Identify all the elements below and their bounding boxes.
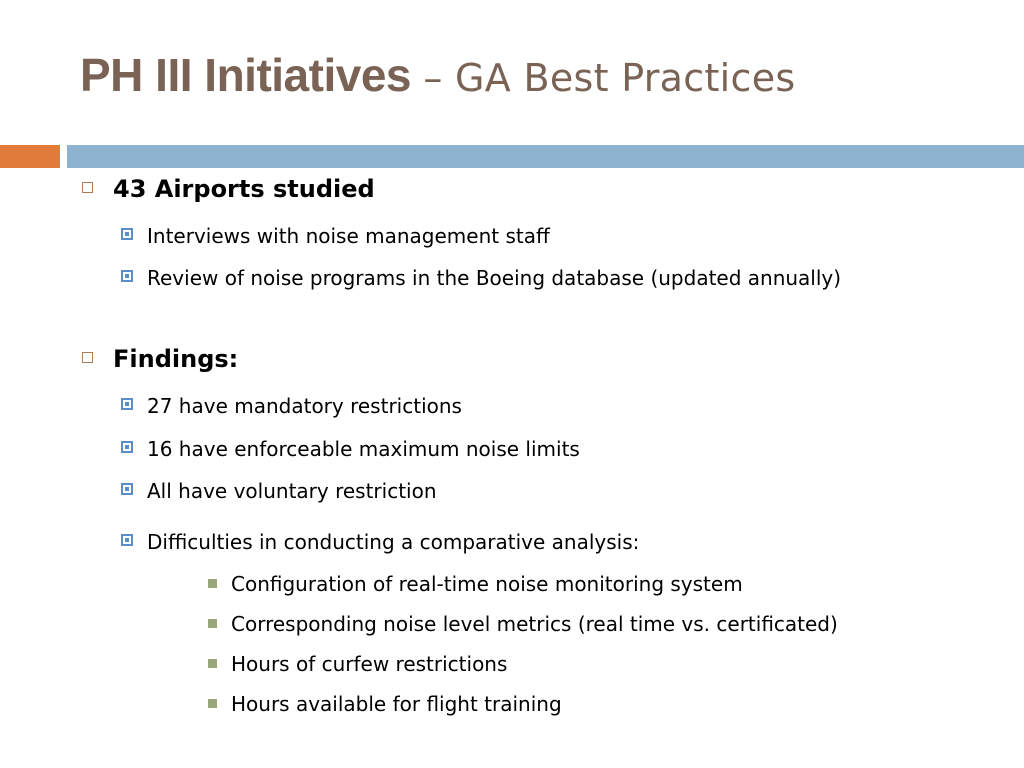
detail-bullet-text: Hours of curfew restrictions (231, 652, 508, 676)
filled-square-bullet-icon (208, 619, 217, 628)
accent-bar-blue (67, 145, 1024, 168)
boxed-square-bullet-icon (121, 228, 133, 240)
sub-bullet-boeing-review (121, 268, 841, 288)
sub-bullet-text: Interviews with noise management staff (147, 224, 550, 248)
detail-bullet-configuration (208, 574, 743, 594)
bullet-airports-studied (82, 177, 375, 201)
detail-bullet-metrics (208, 614, 838, 634)
filled-square-bullet-icon (208, 579, 217, 588)
hollow-square-bullet-icon (82, 352, 93, 363)
filled-square-bullet-icon (208, 659, 217, 668)
bullet-airports-label: 43 Airports studied (113, 175, 375, 203)
slide-title-main: PH III Initiatives (80, 49, 411, 101)
sub-bullet-text: Difficulties in conducting a comparative analysis: (147, 530, 640, 554)
sub-bullet-text: 16 have enforceable maximum noise limits (147, 437, 580, 461)
sub-bullet-difficulties (121, 532, 639, 552)
sub-bullet-voluntary (121, 481, 437, 501)
detail-bullet-text: Corresponding noise level metrics (real time vs. certificated) (231, 612, 838, 636)
accent-bar-orange (0, 145, 60, 168)
detail-bullet-curfew (208, 654, 507, 674)
boxed-square-bullet-icon (121, 534, 133, 546)
boxed-square-bullet-icon (121, 398, 133, 410)
filled-square-bullet-icon (208, 699, 217, 708)
slide-title (80, 49, 796, 101)
detail-bullet-text: Configuration of real-time noise monitoring system (231, 572, 743, 596)
boxed-square-bullet-icon (121, 483, 133, 495)
sub-bullet-interviews (121, 226, 550, 246)
detail-bullet-flight-training (208, 694, 562, 714)
sub-bullet-text: All have voluntary restriction (147, 479, 437, 503)
detail-bullet-text: Hours available for flight training (231, 692, 562, 716)
hollow-square-bullet-icon (82, 182, 93, 193)
bullet-findings (82, 347, 238, 371)
sub-bullet-text: 27 have mandatory restrictions (147, 394, 462, 418)
boxed-square-bullet-icon (121, 441, 133, 453)
sub-bullet-max-noise (121, 439, 580, 459)
sub-bullet-text: Review of noise programs in the Boeing database (updated annually) (147, 266, 842, 290)
bullet-findings-label: Findings: (113, 345, 239, 373)
sub-bullet-mandatory (121, 396, 462, 416)
slide-title-sub: – GA Best Practices (411, 56, 796, 100)
boxed-square-bullet-icon (121, 270, 133, 282)
